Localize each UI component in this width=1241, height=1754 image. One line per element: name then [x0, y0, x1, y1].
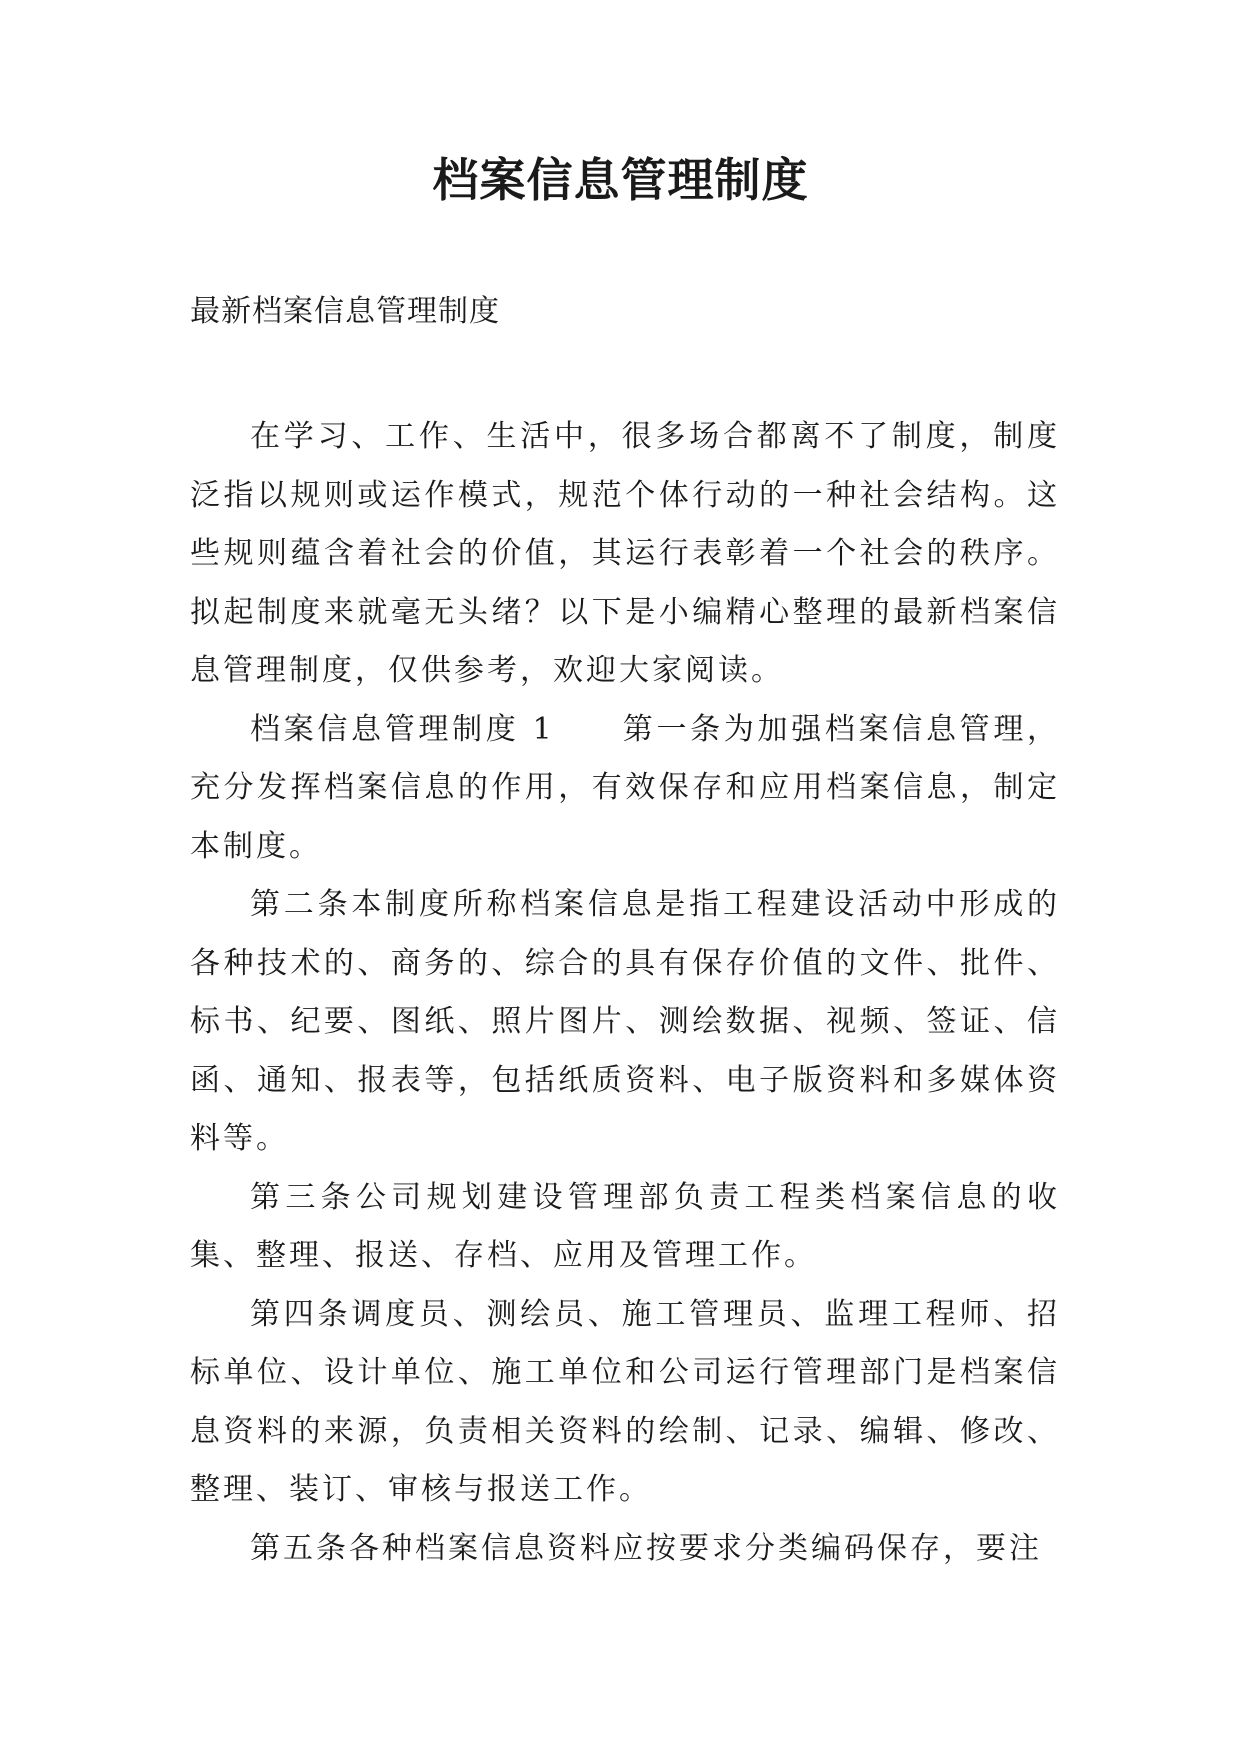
paragraph-article-4: 第四条调度员、测绘员、施工管理员、监理工程师、招标单位、设计单位、施工单位和公司运行管理部门是档案信息资料的来源，负责相关资料的绘制、记录、编辑、修改、整理、装订、审核与报送工作。 — [190, 1296, 1060, 1507]
paragraph-article-1: 档案信息管理制度 1 第一条为加强档案信息管理，充分发挥档案信息的作用，有效保存和应用档案信息，制定本制度。 — [190, 711, 1060, 864]
paragraph-article-5: 第五条各种档案信息资料应按要求分类编码保存，要注 — [250, 1530, 1042, 1566]
document-title: 档案信息管理制度 — [432, 153, 809, 207]
paragraph-article-3: 第三条公司规划建设管理部负责工程类档案信息的收集、整理、报送、存档、应用及管理工作。 — [190, 1179, 1060, 1273]
paragraph-article-2: 第二条本制度所称档案信息是指工程建设活动中形成的各种技术的、商务的、综合的具有保存价值的文件、批件、标书、纪要、图纸、照片图片、测绘数据、视频、签证、信函、通知、报表等，包括纸质资料、电子版资料和多媒体资料等。 — [190, 887, 1060, 1156]
paragraph-intro: 在学习、工作、生活中，很多场合都离不了制度，制度泛指以规则或运作模式，规范个体行动的一种社会结构。这些规则蕴含着社会的价值，其运行表彰着一个社会的秩序。拟起制度来就毫无头绪？以下是小编精心整理的最新档案信息管理制度，仅供参考，欢迎大家阅读。 — [190, 419, 1060, 688]
document-body — [190, 408, 1060, 1578]
document-subtitle: 最新档案信息管理制度 — [190, 294, 500, 329]
